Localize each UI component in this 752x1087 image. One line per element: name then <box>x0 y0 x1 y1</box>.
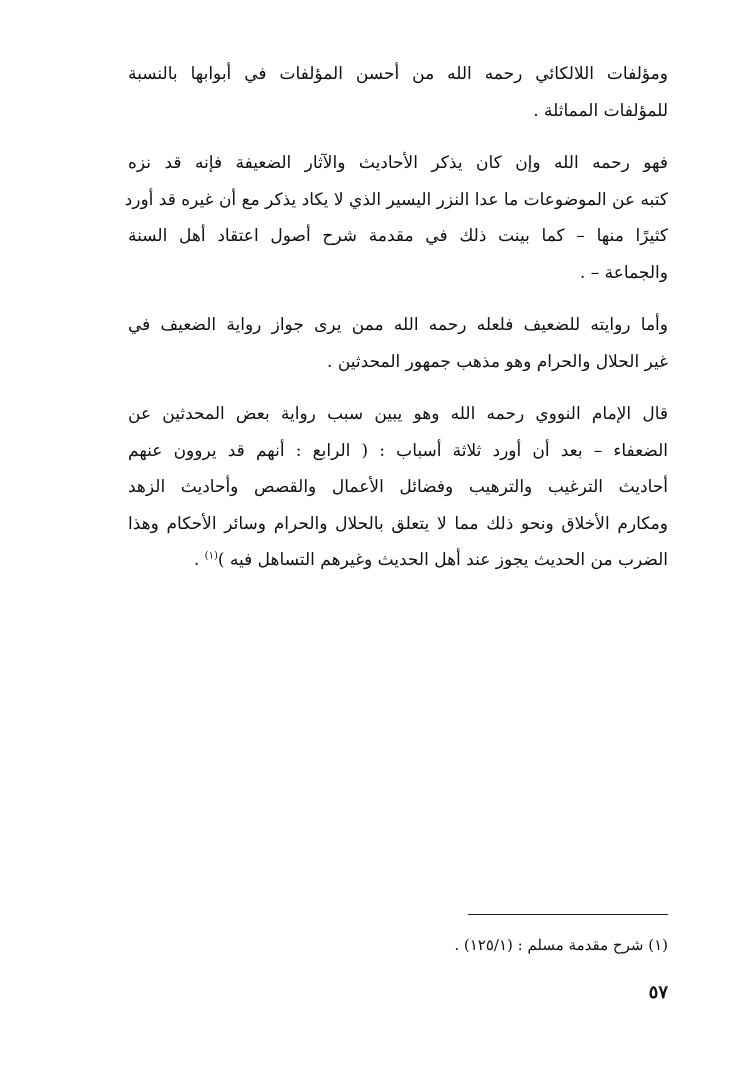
text-line: ومؤلفات اللالكائي رحمه الله من أحسن المؤلفات في أبوابها بالنسبة <box>128 64 668 84</box>
paragraph-3 <box>128 307 668 380</box>
closing-punctuation: . <box>193 550 205 570</box>
footnote: (١) شرح مقدمة مسلم : (١٢٥/١) . <box>454 936 668 954</box>
text-line: أحاديث الترغيب والترهيب وفضائل الأعمال والقصص وأحاديث الزهد <box>128 477 668 497</box>
footnote-reference[interactable]: (١) <box>204 550 218 562</box>
text-line: ومكارم الأخلاق ونحو ذلك مما لا يتعلق بالحلال والحرام وسائر الأحكام وهذا <box>128 513 668 534</box>
quote-end-text: الضرب من الحديث يجوز عند أهل الحديث وغيرهم التساهل فيه ) <box>217 550 668 570</box>
text-line: وأما روايته للضعيف فلعله رحمه الله ممن يرى جواز رواية الضعيف في <box>128 315 668 335</box>
paragraph-1 <box>128 56 668 129</box>
text-line: للمؤلفات المماثلة . <box>533 100 668 121</box>
page-number: ٥٧ <box>648 982 668 1003</box>
text-line: فهو رحمه الله وإن كان يذكر الأحاديث والآثار الضعيفة فإنه قد نزه <box>128 153 668 173</box>
text-line: والجماعة – . <box>579 262 668 283</box>
text-line-with-footnote <box>128 542 668 579</box>
text-line: قال الإمام النووي رحمه الله وهو يبين سبب رواية بعض المحدثين عن <box>128 404 668 424</box>
body-text <box>124 56 668 595</box>
paragraph-4 <box>128 396 668 579</box>
paragraph-2 <box>124 145 668 291</box>
footnote-separator <box>468 914 668 915</box>
text-line: غير الحلال والحرام وهو مذهب جمهور المحدثين . <box>327 351 668 372</box>
text-line: كثيرًا منها – كما بينت ذلك في مقدمة شرح أصول اعتقاد أهل السنة <box>128 226 668 246</box>
text-line: الضعفاء – بعد أن أورد ثلاثة أسباب : ( الرابع : أنهم قد يروون عنهم <box>128 440 668 461</box>
text-line: كتبه عن الموضوعات ما عدا النزر اليسير الذي لا يكاد يذكر مع أن غيره قد أورد <box>124 189 668 210</box>
